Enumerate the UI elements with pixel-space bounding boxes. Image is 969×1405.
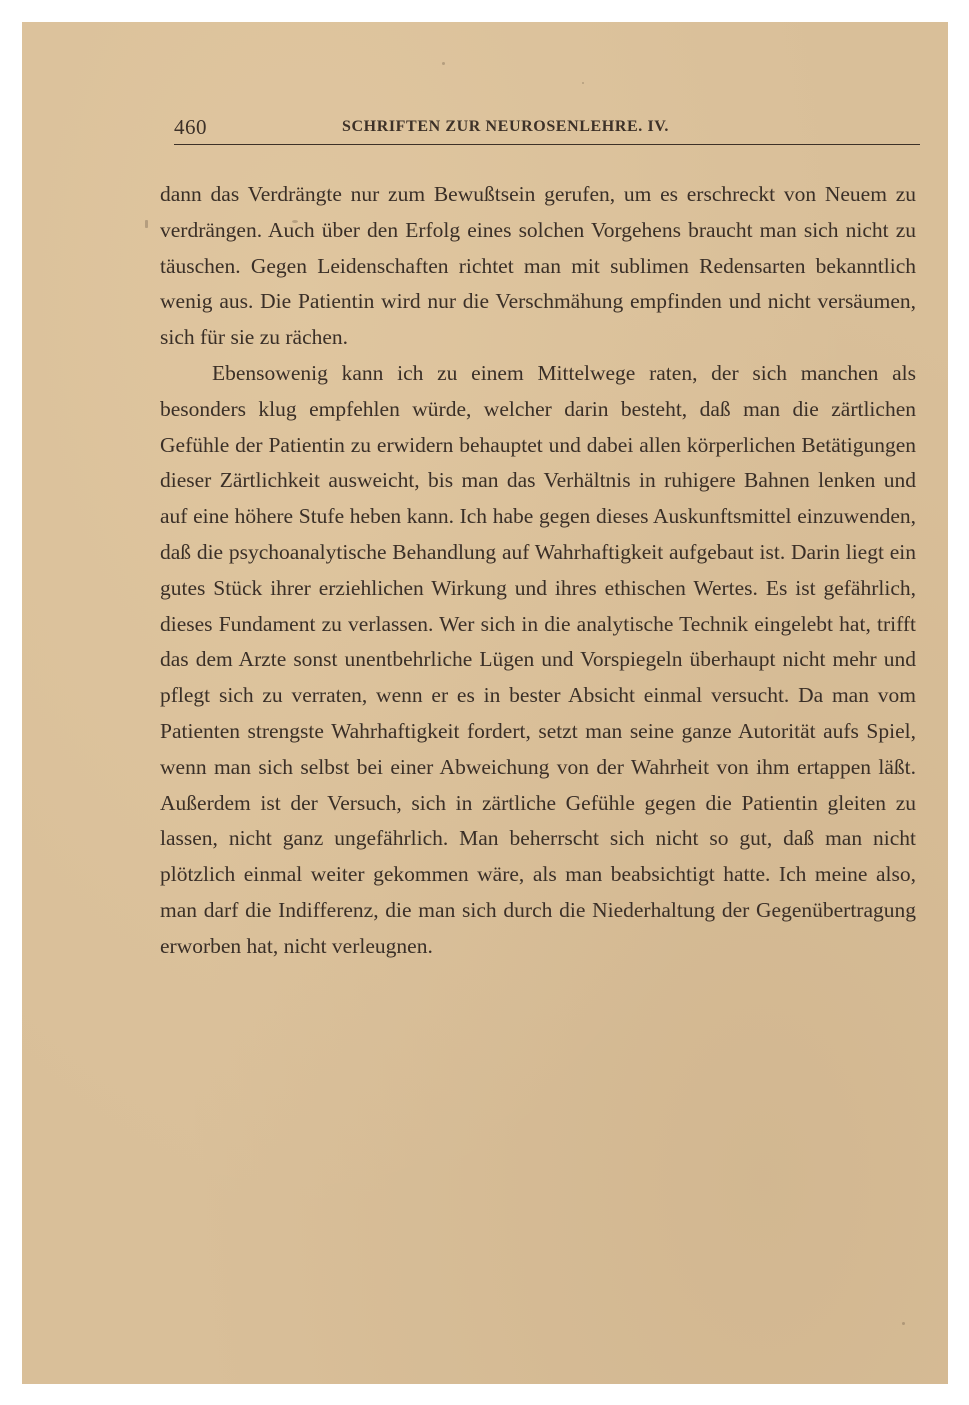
- book-page: [22, 22, 948, 1384]
- paper-speck: [145, 220, 148, 228]
- body-text: [160, 177, 916, 965]
- page-number: 460: [174, 115, 207, 139]
- paper-speck: [902, 1322, 905, 1325]
- page-header: [174, 115, 920, 151]
- header-rule: [174, 144, 920, 145]
- paragraph-mittelwege: Ebensowenig kann ich zu einem Mittelwege raten, der sich manchen als besonders klug empfehlen würde, welcher darin besteht, daß man die zärtlichen Gefühle der Patientin zu erwidern behauptet und dabei allen körperlichen Betätigungen dieser Zärtlichkeit ausweicht, bis man das Verhältnis in ruhigere Bahnen lenken und auf eine höhere Stufe heben kann. Ich habe gegen dieses Auskunftsmittel einzuwenden, daß die psychoanalytische Behandlung auf Wahrhaftigkeit aufgebaut ist. Darin liegt ein gutes Stück ihrer erziehlichen Wirkung und ihres ethischen Wertes. Es ist gefährlich, dieses Fundament zu verlassen. Wer sich in die analytische Technik eingelebt hat, trifft das dem Arzte sonst unentbehrliche Lügen und Vorspiegeln überhaupt nicht mehr und pflegt sich zu verraten, wenn er es in bester Absicht einmal versucht. Da man vom Patienten strengste Wahrhaftigkeit fordert, setzt man seine ganze Autorität aufs Spiel, wenn man sich selbst bei einer Abweichung von der Wahrheit von ihm ertappen läßt. Außerdem ist der Versuch, sich in zärtliche Gefühle gegen die Patientin gleiten zu lassen, nicht ganz ungefährlich. Man beherrscht sich nicht so gut, daß man nicht plötzlich einmal weiter gekommen wäre, als man beabsichtigt hatte. Ich meine also, man darf die Indifferenz, die man sich durch die Niederhaltung der Gegenübertragung erworben hat, nicht verleugnen.: [160, 360, 916, 958]
- paper-speck: [292, 220, 298, 223]
- paragraph-continued: dann das Verdrängte nur zum Bewußtsein gerufen, um es erschreckt von Neuem zu verdrängen. Auch über den Erfolg eines solchen Vorgehens braucht man sich nicht zu täuschen. Gegen Leidenschaften richtet man mit sublimen Redensarten bekanntlich wenig aus. Die Patientin wird nur die Verschmähung empfinden und nicht versäumen, sich für sie zu rächen.: [160, 182, 916, 350]
- paper-speck: [582, 82, 584, 84]
- running-title: SCHRIFTEN ZUR NEUROSENLEHRE. IV.: [342, 118, 669, 135]
- paper-speck: [442, 62, 445, 65]
